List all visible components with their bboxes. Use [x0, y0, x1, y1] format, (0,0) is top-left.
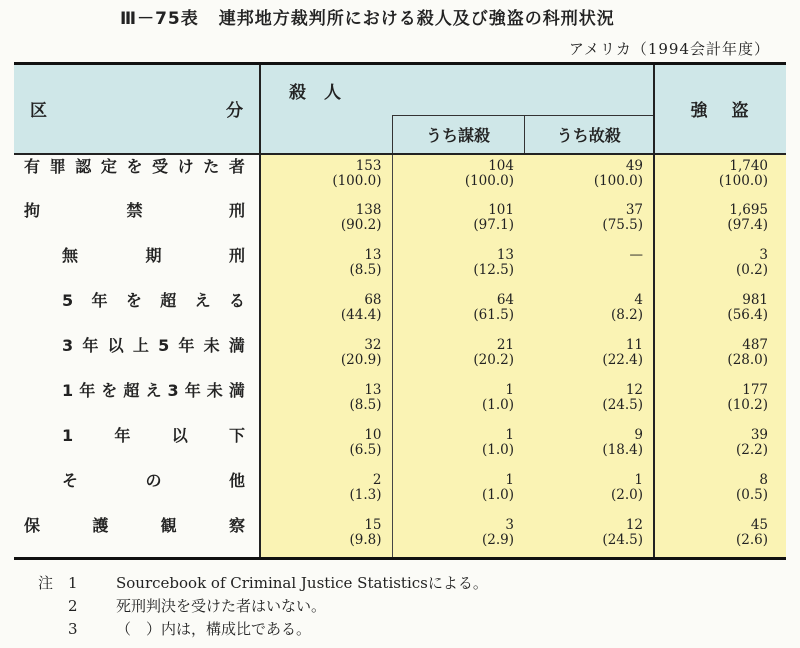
cell-premeditated — [392, 154, 524, 199]
cell-count: 13 — [364, 246, 382, 263]
cell-count: 32 — [364, 336, 382, 353]
cell-count: 1 — [634, 471, 644, 488]
cell-murder — [260, 379, 392, 424]
cell-count: 68 — [364, 291, 382, 308]
cell-percent: (2.0) — [611, 486, 644, 503]
cell-murder — [260, 424, 392, 469]
cell-murder — [260, 469, 392, 514]
cell-percent: (12.5) — [473, 261, 514, 278]
notes — [38, 572, 488, 641]
cell-manslaughter — [524, 199, 654, 244]
cell-percent: (56.4) — [727, 306, 769, 323]
cell-manslaughter — [524, 154, 654, 199]
cell-percent: (8.5) — [349, 396, 382, 413]
cell-percent: (1.0) — [481, 486, 514, 503]
cell-count: 101 — [488, 201, 514, 218]
cell-premeditated — [392, 199, 524, 244]
cell-percent: (20.2) — [473, 351, 514, 368]
row-label-text: 無 期 刑 — [62, 245, 245, 265]
cell-count: 8 — [759, 471, 769, 488]
note-label — [38, 618, 68, 641]
cell-percent: (24.5) — [602, 531, 644, 548]
cell-premeditated — [392, 424, 524, 469]
row-label — [14, 379, 260, 424]
cell-percent: (100.0) — [332, 172, 382, 189]
row-label — [14, 334, 260, 379]
cell-count: 11 — [625, 336, 644, 353]
cell-manslaughter — [524, 289, 654, 334]
cell-percent: (44.4) — [340, 306, 382, 323]
table-title-text: 連邦地方裁判所における殺人及び強盗の科刑状況 — [218, 9, 615, 29]
cell-count: 487 — [742, 336, 769, 353]
header-manslaughter: うち故殺 — [524, 116, 654, 154]
row-label — [14, 424, 260, 469]
cell-count: 13 — [364, 381, 382, 398]
row-label — [14, 469, 260, 514]
cell-percent: (6.5) — [349, 441, 382, 458]
cell-count: 1 — [505, 426, 514, 443]
table-row — [14, 199, 786, 244]
header-premeditated: うち謀殺 — [392, 116, 524, 154]
cell-count: 1 — [505, 381, 514, 398]
table-number: Ⅲ－75表 — [120, 9, 199, 29]
cell-murder — [260, 199, 392, 244]
cell-percent: (2.2) — [736, 441, 769, 458]
cell-count: 12 — [625, 516, 644, 533]
table-row — [14, 154, 786, 199]
cell-manslaughter — [524, 424, 654, 469]
cell-percent: (2.6) — [736, 531, 769, 548]
cell-count: 153 — [355, 157, 382, 174]
cell-percent: (90.2) — [340, 216, 382, 233]
cell-count: 1 — [505, 471, 514, 488]
header-category-right: 分 — [226, 101, 243, 122]
note-item — [38, 572, 488, 595]
table-row — [14, 289, 786, 334]
row-label-text: 5 年 を 超 え る — [62, 290, 245, 310]
cell-manslaughter — [524, 514, 654, 559]
note-item — [38, 595, 488, 618]
table-row — [14, 469, 786, 514]
cell-count: 3 — [759, 246, 769, 263]
cell-count: 37 — [625, 201, 644, 218]
header-murder: 殺人 — [260, 64, 654, 116]
cell-percent: (100.0) — [464, 172, 514, 189]
cell-robbery — [654, 514, 786, 559]
table-row — [14, 514, 786, 559]
table-row — [14, 379, 786, 424]
cell-count: 49 — [625, 157, 644, 174]
cell-percent: (28.0) — [727, 351, 769, 368]
cell-count: 45 — [750, 516, 769, 533]
cell-percent: (97.4) — [727, 216, 769, 233]
cell-manslaughter — [524, 379, 654, 424]
row-label — [14, 244, 260, 289]
cell-premeditated — [392, 244, 524, 289]
table-row — [14, 244, 786, 289]
cell-robbery — [654, 424, 786, 469]
cell-count: 21 — [496, 336, 514, 353]
cell-manslaughter — [524, 469, 654, 514]
cell-count: 3 — [505, 516, 514, 533]
cell-manslaughter — [524, 244, 654, 289]
cell-count: 138 — [355, 201, 382, 218]
row-label — [14, 154, 260, 199]
cell-murder — [260, 244, 392, 289]
note-text: 死刑判決を受けた者はいない。 — [116, 597, 327, 615]
cell-count: 10 — [364, 426, 382, 443]
cell-percent: (9.8) — [349, 531, 382, 548]
cell-count: 39 — [750, 426, 769, 443]
row-label-text: 3 年 以 上 5 年 未 満 — [62, 335, 245, 355]
header-murder-spacer — [260, 116, 392, 154]
cell-premeditated — [392, 379, 524, 424]
note-text: Sourcebook of Criminal Justice Statisticsによる。 — [116, 574, 488, 592]
cell-count: 104 — [488, 157, 514, 174]
header-category — [14, 64, 260, 154]
cell-count: 981 — [742, 291, 769, 308]
note-number: 1 — [68, 574, 78, 592]
cell-robbery — [654, 154, 786, 199]
row-label — [14, 199, 260, 244]
table-row — [14, 334, 786, 379]
cell-count: 9 — [634, 426, 644, 443]
row-label — [14, 514, 260, 559]
cell-percent: (61.5) — [473, 306, 514, 323]
row-label-text: 有 罪 認 定 を 受 け た 者 — [24, 156, 245, 176]
cell-robbery — [654, 469, 786, 514]
note-label — [38, 595, 68, 618]
row-label-text: 保 護 観 察 — [24, 515, 245, 535]
cell-count: 2 — [372, 471, 382, 488]
cell-count: 1,740 — [729, 157, 769, 174]
cell-premeditated — [392, 469, 524, 514]
cell-percent: (1.3) — [349, 486, 382, 503]
note-number: 2 — [68, 597, 78, 615]
cell-percent: (100.0) — [718, 172, 769, 189]
header-robbery: 強盗 — [654, 64, 786, 154]
cell-percent: (18.4) — [602, 441, 644, 458]
table-subtitle: アメリカ（1994会計年度） — [568, 40, 770, 58]
note-item — [38, 618, 488, 641]
cell-percent: (20.9) — [340, 351, 382, 368]
cell-percent: (1.0) — [481, 441, 514, 458]
table-title — [120, 4, 615, 29]
cell-percent: (0.2) — [736, 261, 769, 278]
cell-robbery — [654, 244, 786, 289]
cell-percent: (75.5) — [602, 216, 644, 233]
cell-premeditated — [392, 289, 524, 334]
row-label-text: 1 年 以 下 — [62, 425, 245, 445]
cell-count: 1,695 — [729, 201, 769, 218]
cell-percent: (0.5) — [736, 486, 769, 503]
sentencing-table — [14, 62, 786, 560]
cell-manslaughter — [524, 334, 654, 379]
cell-count: 12 — [625, 381, 644, 398]
cell-robbery — [654, 379, 786, 424]
row-label-text: 1 年 を 超 え 3 年 未 満 — [62, 380, 245, 400]
cell-robbery — [654, 334, 786, 379]
cell-percent: (24.5) — [602, 396, 644, 413]
note-text: （ ）内は，構成比である。 — [116, 620, 312, 638]
cell-percent: (8.5) — [349, 261, 382, 278]
cell-percent: (8.2) — [611, 306, 644, 323]
cell-percent: (22.4) — [602, 351, 644, 368]
note-number: 3 — [68, 620, 78, 638]
header-category-left: 区 — [30, 101, 47, 122]
cell-count: — — [629, 246, 644, 263]
cell-percent: (100.0) — [593, 172, 644, 189]
cell-count: 15 — [364, 516, 382, 533]
table-body — [14, 154, 786, 559]
row-label-text: 拘 禁 刑 — [24, 200, 245, 220]
table-row — [14, 424, 786, 469]
cell-count: 64 — [496, 291, 514, 308]
cell-murder — [260, 514, 392, 559]
cell-count: 4 — [634, 291, 644, 308]
cell-robbery — [654, 199, 786, 244]
cell-percent: (1.0) — [481, 396, 514, 413]
row-label-text: そ の 他 — [62, 470, 245, 490]
cell-percent: (97.1) — [473, 216, 514, 233]
cell-percent: (2.9) — [481, 531, 514, 548]
cell-murder — [260, 334, 392, 379]
cell-count: 13 — [496, 246, 514, 263]
cell-murder — [260, 154, 392, 199]
cell-premeditated — [392, 334, 524, 379]
cell-count: 177 — [742, 381, 769, 398]
cell-premeditated — [392, 514, 524, 559]
row-label — [14, 289, 260, 334]
cell-percent: (10.2) — [727, 396, 769, 413]
cell-robbery — [654, 289, 786, 334]
cell-murder — [260, 289, 392, 334]
note-label: 注 — [38, 574, 54, 592]
